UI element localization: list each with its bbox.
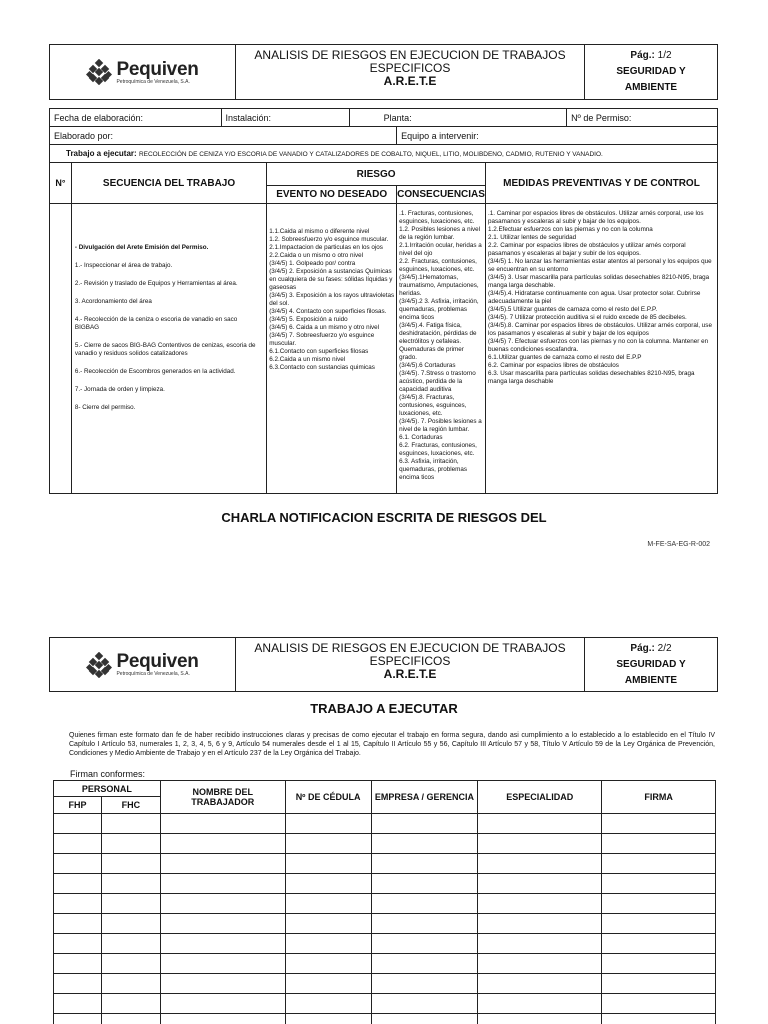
evento-item: 1.2. Sobreesfuerzo y/o esguince muscular. bbox=[269, 236, 389, 243]
signature-cell[interactable] bbox=[101, 1014, 160, 1024]
signature-table bbox=[53, 780, 716, 1024]
col-nombre: NOMBRE DEL TRABAJADOR bbox=[160, 781, 285, 814]
signature-cell[interactable] bbox=[602, 914, 716, 934]
signature-cell[interactable] bbox=[101, 954, 160, 974]
medida-item: 2.2. Caminar por espacios libres de obstáculos y utilizar arnés corporal pasamanos y escaleras al bajar y subir de los equipos. bbox=[487, 242, 686, 257]
secuencia-item: 5.- Cierre de sacos BIG-BAG Contentivos de cenizas, escoria de vanadio y residuos solidos catalizadores bbox=[74, 342, 256, 357]
signature-cell[interactable] bbox=[101, 934, 160, 954]
signature-cell[interactable] bbox=[285, 834, 371, 854]
signature-cell[interactable] bbox=[160, 894, 285, 914]
title-line-2: ESPECIFICOS bbox=[369, 654, 451, 668]
dept-line-1: SEGURIDAD Y bbox=[616, 66, 686, 77]
secuencia-item: 3. Acordonamiento del área bbox=[74, 298, 152, 305]
signature-cell[interactable] bbox=[602, 854, 716, 874]
signature-cell[interactable] bbox=[101, 874, 160, 894]
signature-cell[interactable] bbox=[160, 874, 285, 894]
signature-cell[interactable] bbox=[602, 834, 716, 854]
secuencia-item: 1.- Inspeccionar el área de trabajo. bbox=[74, 262, 173, 269]
medidas-cell bbox=[485, 204, 717, 494]
consecuencia-item: (3/4/5).1Hematomas, traumatismo, Amputaciones, heridas. bbox=[399, 274, 479, 297]
company-logo-2 bbox=[50, 638, 236, 691]
company-logo bbox=[50, 45, 236, 99]
legal-text: Quienes firman este formato dan fe de haber recibido instrucciones claras y precisas de como ejecutar el trabajo en forma segura, dando asi cumplimiento a lo establecido a lo establecido en el Título IV Capítulo I Artículo 53, numerales 1, 2, 3, 4, 5, 6 y 9, Artículo 54 numerales desde el 1 al 15, Capítulo II Artículo 55 y 56, Capítulo III Artículo 57 y 58, Título V Artículo 59 de la Ley Orgánica de Prevención, Condiciones y Medio Ambiente de Trabajo y en el Artículo 237 de la Ley Orgánica del Trabajo. bbox=[69, 732, 715, 757]
medida-item: (3/4/5) 7. Efectuar esfuerzos con las piernas y no con la columna. Mantener en buenas condiciones escafandra. bbox=[487, 338, 709, 353]
document-title-2 bbox=[236, 638, 585, 691]
signature-cell[interactable] bbox=[602, 994, 716, 1014]
col-num: N° bbox=[50, 163, 72, 204]
signature-cell[interactable] bbox=[285, 854, 371, 874]
document-code: A.R.E.T.E bbox=[383, 74, 437, 88]
trabajo-title: TRABAJO A EJECUTAR bbox=[310, 701, 458, 716]
evento-item: 6.3.Contacto con sustancias quimicas bbox=[269, 364, 375, 371]
dept-line-2: AMBIENTE bbox=[624, 675, 678, 686]
signature-cell[interactable] bbox=[371, 994, 478, 1014]
col-medidas: MEDIDAS PREVENTIVAS Y DE CONTROL bbox=[485, 163, 717, 204]
signature-cell[interactable] bbox=[54, 954, 102, 974]
page-number: 2/2 bbox=[657, 643, 672, 654]
signature-row bbox=[54, 834, 716, 854]
elaborado-field[interactable]: Elaborado por: bbox=[50, 127, 397, 145]
evento-item: (3/4/5) 2. Exposición a sustancias Químicas en cualquiera de su fases: sólidas líquidas y gaseosas bbox=[269, 268, 393, 291]
evento-item: (3/4/5) 7. Sobreesfuerzo y/o esguince muscular. bbox=[269, 332, 375, 347]
signature-cell[interactable] bbox=[101, 854, 160, 874]
equipo-field[interactable]: Equipo a intervenir: bbox=[397, 127, 718, 145]
signature-cell[interactable] bbox=[54, 934, 102, 954]
title-line-1: ANALISIS DE RIESGOS EN EJECUCION DE TRABAJOS bbox=[254, 641, 566, 655]
company-subtitle: Petroquímica de Venezuela, S.A. bbox=[116, 78, 190, 85]
consecuencia-item: (3/4/5).4. Fatiga física, deshidratación, pérdidas de electrólitos y cefaleas. Quemaduras de primer grado. bbox=[399, 322, 477, 361]
evento-cell bbox=[267, 204, 397, 494]
consecuencia-item: (3/4/5).6 Cortaduras bbox=[399, 362, 456, 369]
signature-cell[interactable] bbox=[285, 814, 371, 834]
signature-cell[interactable] bbox=[160, 914, 285, 934]
evento-item: (3/4/5) 3. Exposición a los rayos ultravioletas del sol. bbox=[269, 292, 395, 307]
signature-cell[interactable] bbox=[101, 914, 160, 934]
signature-cell[interactable] bbox=[478, 1014, 602, 1024]
medida-item: .1. Caminar por espacios libres de obstáculos. Utilizar arnés corporal, use los pasamanos y escaleras al subir y bajar de los equipos. bbox=[487, 210, 704, 225]
form-code: M-FE-SA-EG-R-002 bbox=[647, 541, 710, 548]
document-code: A.R.E.T.E bbox=[383, 667, 437, 681]
signature-cell[interactable] bbox=[54, 834, 102, 854]
col-personal: PERSONAL bbox=[54, 781, 161, 797]
medida-item: 6.1.Utilizar guantes de carnaza como el resto del E.P.P bbox=[487, 354, 642, 361]
secuencia-item: - Divulgación del Arete Emisión del Permiso. bbox=[74, 244, 209, 251]
signature-cell[interactable] bbox=[478, 874, 602, 894]
medida-item: (3/4/5) 3. Usar mascarilla para partículas solidas desechables 8210-N95, braga manga larga deschable. bbox=[487, 274, 710, 289]
consecuencias-cell bbox=[397, 204, 486, 494]
charla-title: CHARLA NOTIFICACION ESCRITA DE RIESGOS DEL bbox=[221, 510, 547, 525]
signature-cell[interactable] bbox=[285, 934, 371, 954]
page-info bbox=[585, 45, 717, 99]
signature-cell[interactable] bbox=[160, 994, 285, 1014]
fecha-field[interactable]: Fecha de elaboración: bbox=[50, 109, 222, 127]
signature-row bbox=[54, 974, 716, 994]
medida-item: (3/4/5).8. Caminar por espacios libres de obstáculos. Utilizar arnés corporal, use los pasamanos y escaleras al subir y bajar de los equipos bbox=[487, 322, 712, 337]
consecuencia-item: (3/4/5). 7.Stress o trastorno acústico, perdida de la capacidad auditiva bbox=[399, 370, 476, 393]
evento-item: (3/4/5) 6. Caida a un mismo y otro nivel bbox=[269, 324, 380, 331]
consecuencia-item: .1. Fracturas, contusiones, esguinces, luxaciones, etc. bbox=[399, 210, 475, 225]
evento-item: 6.2.Caida a un mismo nivel bbox=[269, 356, 346, 363]
consecuencia-item: 2.2. Fracturas, contusiones, esguinces, luxaciones, etc. bbox=[399, 258, 477, 273]
signature-cell[interactable] bbox=[602, 974, 716, 994]
page-number: 1/2 bbox=[657, 50, 672, 61]
signature-cell[interactable] bbox=[285, 1014, 371, 1024]
signature-cell[interactable] bbox=[285, 994, 371, 1014]
page-label: Pág.: bbox=[630, 643, 655, 654]
document-title bbox=[236, 45, 585, 99]
signature-cell[interactable] bbox=[478, 834, 602, 854]
evento-item: (3/4/5) 5. Exposición a ruido bbox=[269, 316, 348, 323]
medida-item: (3/4/5).4. Hidratarse continuamente con agua. Usar protector solar. Cubrirse adecuadamente la piel bbox=[487, 290, 701, 305]
signature-row bbox=[54, 854, 716, 874]
consecuencia-item: (3/4/5). 7. Posibles lesiones a nivel de la región lumbar. bbox=[399, 418, 482, 433]
signature-cell[interactable] bbox=[54, 994, 102, 1014]
pequiven-diamond-icon bbox=[86, 652, 112, 678]
col-especialidad: ESPECIALIDAD bbox=[478, 781, 602, 814]
signature-row bbox=[54, 1014, 716, 1024]
signature-cell[interactable] bbox=[478, 954, 602, 974]
signature-cell[interactable] bbox=[602, 954, 716, 974]
medida-item: (3/4/5).5 Utilizar guantes de carnaza como el resto del E.P.P. bbox=[487, 306, 658, 313]
signature-cell[interactable] bbox=[160, 954, 285, 974]
signature-cell[interactable] bbox=[371, 974, 478, 994]
signature-cell[interactable] bbox=[160, 1014, 285, 1024]
medida-item: 1.2.Efectuar esfuerzos con las piernas y no con la columna bbox=[487, 226, 653, 233]
dept-line-2: AMBIENTE bbox=[624, 82, 678, 93]
consecuencia-item: (3/4/5).8. Fracturas, contusiones, esguinces, luxaciones, etc. bbox=[399, 394, 467, 417]
col-riesgo: RIESGO bbox=[267, 163, 486, 186]
title-line-2: ESPECIFICOS bbox=[369, 61, 451, 75]
signature-cell[interactable] bbox=[54, 1014, 102, 1024]
signature-row bbox=[54, 914, 716, 934]
consecuencia-item: 6.1. Cortaduras bbox=[399, 434, 443, 441]
col-fhc: FHC bbox=[101, 797, 160, 814]
trabajo-field: Trabajo a ejecutar: RECOLECCIÓN DE CENIZA Y/O ESCORIA DE VANADIO Y CATALIZADORES DE COBALTO, NIQUEL, LITIO, MOLIBDENO, CADMIO, RUTENIO Y VANADIO. bbox=[50, 145, 718, 163]
signature-cell[interactable] bbox=[54, 814, 102, 834]
permiso-field[interactable]: Nº de Permiso: bbox=[567, 109, 718, 127]
signature-cell[interactable] bbox=[602, 934, 716, 954]
evento-item: (3/4/5) 4. Contacto con superficies filosas. bbox=[269, 308, 387, 315]
signature-cell[interactable] bbox=[371, 934, 478, 954]
signature-row bbox=[54, 934, 716, 954]
signature-cell[interactable] bbox=[285, 894, 371, 914]
dept-line-1: SEGURIDAD Y bbox=[616, 659, 686, 670]
signature-cell[interactable] bbox=[602, 1014, 716, 1024]
signature-cell[interactable] bbox=[160, 814, 285, 834]
num-cell bbox=[50, 204, 72, 494]
consecuencia-item: 6.3. Asfixia, irritación, quemaduras, problemas encima ticos bbox=[399, 458, 468, 481]
signature-cell[interactable] bbox=[101, 814, 160, 834]
signature-cell[interactable] bbox=[478, 894, 602, 914]
signature-cell[interactable] bbox=[371, 914, 478, 934]
evento-item: 2.2.Caida o un mismo o otro nivel bbox=[269, 252, 363, 259]
evento-item: (3/4/5) 1. Golpeado por/ contra bbox=[269, 260, 356, 267]
col-empresa: EMPRESA / GERENCIA bbox=[371, 781, 478, 814]
signature-cell[interactable] bbox=[285, 974, 371, 994]
company-name: Pequiven bbox=[116, 58, 199, 80]
signature-cell[interactable] bbox=[478, 974, 602, 994]
consecuencia-item: (3/4/5).2 3. Asfixia, irritación, quemaduras, problemas encima ticos bbox=[399, 298, 479, 321]
signature-cell[interactable] bbox=[54, 914, 102, 934]
col-cedula: Nº DE CÉDULA bbox=[285, 781, 371, 814]
document-header-page-2 bbox=[49, 637, 718, 692]
signature-cell[interactable] bbox=[285, 914, 371, 934]
risk-analysis-table bbox=[49, 108, 718, 494]
evento-item: 1.1.Caida al mismo o diferente nivel bbox=[269, 228, 370, 235]
signature-cell[interactable] bbox=[371, 854, 478, 874]
signature-cell[interactable] bbox=[371, 874, 478, 894]
consecuencia-item: 6.2. Fracturas, contusiones, esguinces, luxaciones, etc. bbox=[399, 442, 477, 457]
medida-item: 6.2. Caminar por espacios libres de obstáculos bbox=[487, 362, 619, 369]
signature-cell[interactable] bbox=[478, 914, 602, 934]
signature-cell[interactable] bbox=[602, 874, 716, 894]
signature-cell[interactable] bbox=[285, 954, 371, 974]
signature-cell[interactable] bbox=[54, 854, 102, 874]
secuencia-item: 4.- Recolección de la ceniza o escoria de vanadio en saco BIGBAG bbox=[74, 316, 238, 331]
signature-cell[interactable] bbox=[160, 934, 285, 954]
signature-cell[interactable] bbox=[101, 834, 160, 854]
page-label: Pág.: bbox=[630, 50, 655, 61]
secuencia-item: 6.- Recolección de Escombros generados en la actividad. bbox=[74, 368, 236, 375]
signature-cell[interactable] bbox=[54, 874, 102, 894]
pequiven-diamond-icon bbox=[86, 59, 112, 85]
company-subtitle-2: Petroquímica de Venezuela, S.A. bbox=[116, 671, 190, 677]
evento-item: 2.1.Impactacion de particulas en los ojos bbox=[269, 244, 383, 251]
signature-cell[interactable] bbox=[101, 974, 160, 994]
medida-item: 2.1. Utilizar lentes de seguridad bbox=[487, 234, 577, 241]
signature-cell[interactable] bbox=[285, 874, 371, 894]
signature-cell[interactable] bbox=[101, 994, 160, 1014]
col-evento: EVENTO NO DESEADO bbox=[267, 186, 397, 204]
col-fhp: FHP bbox=[54, 797, 102, 814]
secuencia-item: 7.- Jornada de orden y limpieza. bbox=[74, 386, 165, 393]
secuencia-item: 8- Cierre del permiso. bbox=[74, 404, 136, 411]
signature-cell[interactable] bbox=[602, 894, 716, 914]
signature-row bbox=[54, 954, 716, 974]
signature-cell[interactable] bbox=[602, 814, 716, 834]
signature-cell[interactable] bbox=[478, 994, 602, 1014]
signature-cell[interactable] bbox=[371, 894, 478, 914]
signature-row bbox=[54, 994, 716, 1014]
signature-cell[interactable] bbox=[371, 814, 478, 834]
title-line-1: ANALISIS DE RIESGOS EN EJECUCION DE TRABAJOS bbox=[254, 48, 566, 62]
medida-item: 6.3. Usar mascarilla para partículas solidas desechables 8210-N95, braga manga larga deschable bbox=[487, 370, 695, 385]
medida-item: (3/4/5). 7 Utilizar protección auditiva si el ruido excede de 85 decibeles. bbox=[487, 314, 687, 321]
col-consecuencias: CONSECUENCIAS bbox=[397, 186, 486, 204]
signature-cell[interactable] bbox=[478, 814, 602, 834]
consecuencia-item: 2.1.Irritación ocular, heridas a nivel del ojo bbox=[399, 242, 482, 257]
evento-item: 6.1.Contacto con superficies filosas bbox=[269, 348, 369, 355]
firman-label: Firman conformes: bbox=[70, 769, 146, 779]
planta-field[interactable]: Planta: bbox=[349, 109, 566, 127]
page-info-2 bbox=[585, 638, 717, 691]
secuencia-cell bbox=[71, 204, 266, 494]
signature-cell[interactable] bbox=[478, 934, 602, 954]
col-secuencia: SECUENCIA DEL TRABAJO bbox=[71, 163, 266, 204]
secuencia-item: 2.- Revisión y traslado de Equipos y Herramientas al área. bbox=[74, 280, 238, 287]
signature-cell[interactable] bbox=[160, 854, 285, 874]
consecuencia-item: 1.2. Posibles lesiones a nivel de la región lumbar. bbox=[399, 226, 481, 241]
document-header-page-1 bbox=[49, 44, 718, 100]
col-firma: FIRMA bbox=[602, 781, 716, 814]
signature-cell[interactable] bbox=[478, 854, 602, 874]
signature-cell[interactable] bbox=[371, 954, 478, 974]
signature-row bbox=[54, 874, 716, 894]
signature-row bbox=[54, 814, 716, 834]
trabajo-value: RECOLECCIÓN DE CENIZA Y/O ESCORIA DE VANADIO Y CATALIZADORES DE COBALTO, NIQUEL, LITIO, MOLIBDENO, CADMIO, RUTENIO Y VANADIO. bbox=[138, 151, 603, 158]
signature-cell[interactable] bbox=[101, 894, 160, 914]
signature-cell[interactable] bbox=[371, 834, 478, 854]
signature-cell[interactable] bbox=[54, 894, 102, 914]
instalacion-field[interactable]: Instalación: bbox=[221, 109, 349, 127]
company-name-2: Pequiven bbox=[116, 651, 199, 672]
medida-item: (3/4/5) 1. No lanzar las herramientas estar atentos al personal y los equipos que se encuentran en su entorno bbox=[487, 258, 712, 273]
signature-cell[interactable] bbox=[160, 834, 285, 854]
signature-cell[interactable] bbox=[371, 1014, 478, 1024]
signature-cell[interactable] bbox=[160, 974, 285, 994]
signature-cell[interactable] bbox=[54, 974, 102, 994]
signature-row bbox=[54, 894, 716, 914]
